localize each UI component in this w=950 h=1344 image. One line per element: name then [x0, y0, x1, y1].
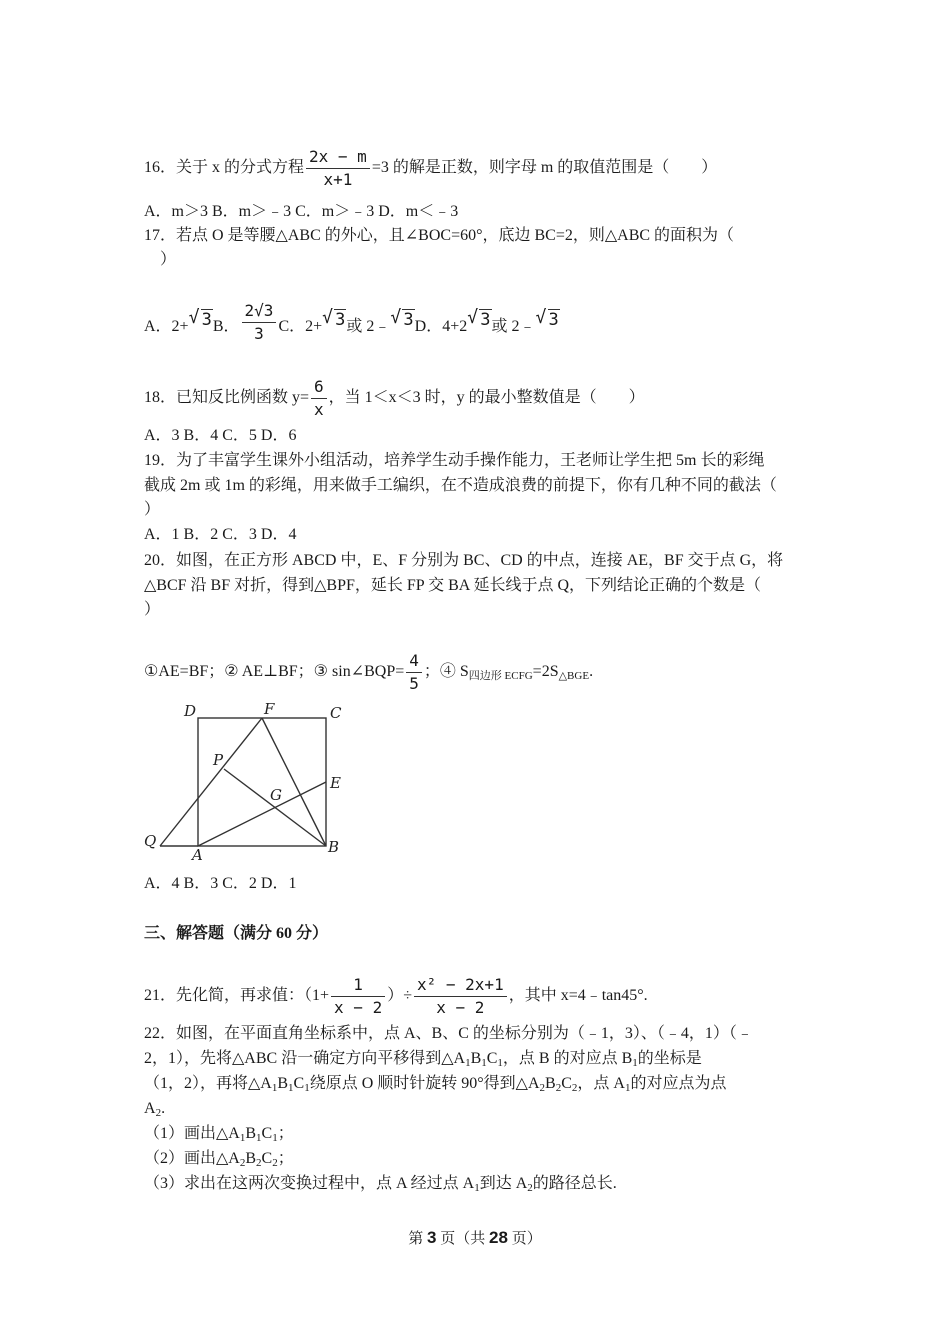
page-total: 28 — [489, 1228, 508, 1247]
q18-fraction: $\frac{6}{x}$ — [311, 376, 327, 421]
sqrt-3: √ 3 — [322, 307, 346, 330]
q20-stem-line1: 20．如图，在正方形 ABCD 中，E、F 分别为 BC、CD 的中点，连接 AE，BF 交于点 G，将 — [144, 552, 784, 569]
q20-stem-line3: ） — [144, 601, 161, 618]
q20-statements: ①AE=BF；② AE⊥BF；③ sin∠BQP= $\frac{4}{5}$ ；④ $S_{四边形 ECFG}=2S_{\triangle BGE}$. — [144, 651, 594, 693]
q22-part-3: （3）求出在这两次变换过程中，点 A 经过点 $A_1$到达 $A_2$的路径总长. — [144, 1175, 617, 1194]
label-q: Q — [144, 832, 157, 850]
sqrt-3: √ 3 — [390, 307, 414, 330]
square-abcd — [198, 718, 326, 846]
q22-stem-line1: 22．如图，在平面直角坐标系中，点 A、B、C 的坐标分别为（﹣1，3）、（﹣4，1）（﹣ — [144, 1025, 753, 1042]
q22-part-2: （2）画出$\triangle A_2B_2C_2$； — [144, 1150, 294, 1169]
q20-options: A．4 B．3 C．2 D．1 — [144, 875, 297, 892]
q17-fraction-b: $\frac{2√3}{3}$ — [242, 300, 277, 345]
segment-pb — [224, 769, 326, 846]
section-title: 三、解答题（满分 60 分） — [144, 925, 329, 942]
q19-stem-line2: 截成 2m 或 1m 的彩绳，用来做手工编织，在不造成浪费的前提下，你有几种不同的截法（ — [144, 477, 777, 494]
label-b: B — [328, 838, 340, 856]
q16-stem: 16．关于 x 的分式方程 $\frac{2x - m}{x+1}$ =3 的解是正数，则字母 m 的取值范围是（ ） — [144, 147, 718, 189]
sqrt-3: √ 3 — [535, 307, 559, 330]
label-c: C — [330, 704, 342, 722]
label-e: E — [330, 774, 341, 792]
q22-stem-line2: 2，1），先将△ABC 沿一确定方向平移得到$\triangle A_1B_1C_1$，点 B 的对应点 $B_1$的坐标是 — [144, 1050, 702, 1069]
q18-options: A．3 B．4 C．5 D．6 — [144, 427, 297, 444]
segment-ae — [198, 782, 326, 846]
q22-stem-line3: （1，2），再将$\triangle A_1B_1C_1$绕原点 O 顺时针旋转 90°得到$\triangle A_2B_2C_2$，点 $A_1$的对应点为点 — [144, 1075, 727, 1094]
q19-options: A．1 B．2 C．3 D．4 — [144, 526, 297, 543]
q19-stem-line3: ） — [144, 501, 161, 518]
label-d: D — [184, 702, 197, 720]
label-g: G — [270, 786, 282, 804]
sqrt-3: √ 3 — [467, 307, 491, 330]
q21-fraction-2: $\frac{\text{x² − 2x+1}}{x - 2}$ — [414, 974, 507, 1019]
q19-stem-line1: 19．为了丰富学生课外小组活动，培养学生动手操作能力，王老师让学生把 5m 长的彩绳 — [144, 452, 765, 469]
q16-fraction: $\frac{2x - m}{x+1}$ — [306, 146, 370, 191]
q22-stem-line4: $A_2$. — [144, 1100, 166, 1119]
page-number: 3 — [427, 1228, 437, 1247]
sqrt-3: √ 3 — [188, 307, 212, 330]
q22-part-1: （1）画出$\triangle A_1B_1C_1$； — [144, 1125, 294, 1144]
q20-stem-line2: △BCF 沿 BF 对折，得到△BPF，延长 FP 交 BA 延长线于点 Q，下列结论正确的个数是（ — [144, 577, 761, 594]
q17-options: A．2+ √ 3B． $\frac{2√3}{3}$ C．2+ √ 3或 2﹣ √ 3D．4+2 √ 3或 2﹣ √ 3 — [144, 301, 559, 343]
label-p: P — [213, 751, 224, 769]
segment-fq — [160, 718, 262, 846]
q21-stem: 21．先化简，再求值：（1+ $\frac{1}{x - 2}$ ）÷ $\frac{\text{x² − 2x+1}}{x - 2}$ ，其中 x=4﹣tan45°. — [144, 975, 648, 1017]
q17-stem-line1: 17．若点 O 是等腰△ABC 的外心，且∠BOC=60°，底边 BC=2，则△ABC 的面积为（ — [144, 227, 735, 244]
q18-stem: 18．已知反比例函数 y= $\frac{6}{x}$ ，当 1＜x＜3 时，y 的最小整数值是（ ） — [144, 377, 645, 419]
label-a: A — [192, 846, 203, 864]
q20-square-figure — [140, 700, 355, 865]
label-f: F — [264, 700, 275, 718]
q16-options: A．m＞3 B．m＞﹣3 C．m＞﹣3 D．m＜﹣3 — [144, 203, 459, 220]
q20-fraction: $\frac{4}{5}$ — [406, 650, 422, 695]
segment-bf — [262, 718, 326, 846]
page-footer: 第 3 页（共 28 页） — [408, 1228, 542, 1247]
q17-stem-line2: ） — [160, 251, 177, 268]
q21-fraction-1: $\frac{1}{x - 2}$ — [331, 974, 385, 1019]
